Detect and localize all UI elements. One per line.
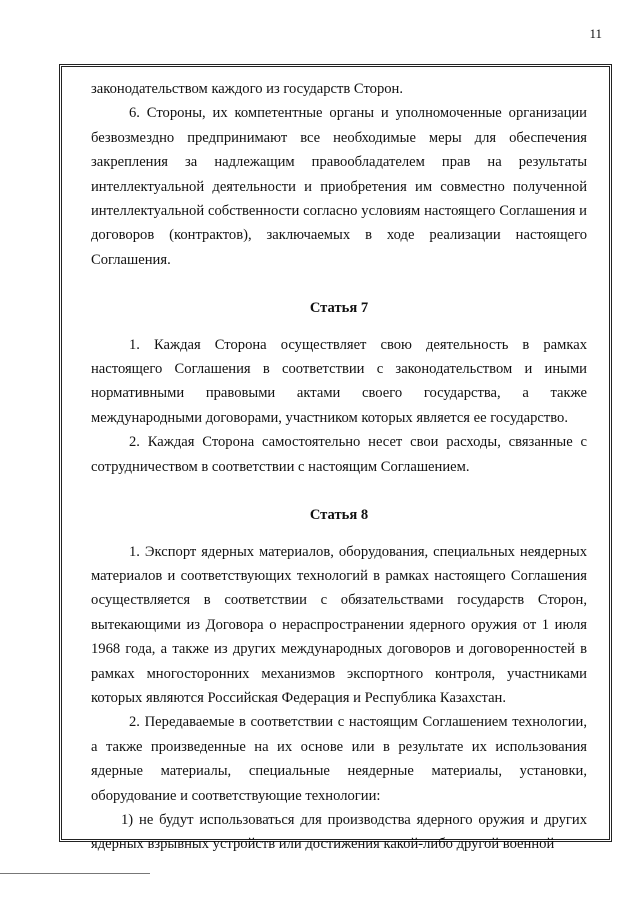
continuation-paragraph: законодательством каждого из государств Сторон.	[91, 81, 403, 97]
document-frame	[59, 64, 612, 853]
article-8-heading: Статья 8	[309, 507, 369, 524]
document-body	[91, 77, 587, 857]
article-8-clause-1: 1. Экспорт ядерных материалов, оборудования, специальных неядерных материалов и соответствующих технологий в рамках настоящего Соглашения осуществляется в соответствии с обязательствами государств Сторон, вытекающими из Договора о нераспространении ядерного оружия от 1 июля 1968 года, а также из других международных договоров и договоренностей в рамках многосторонних механизмов экспортного контроля, участниками которых являются Российская Федерация и Республика Казахстан.	[91, 543, 587, 706]
article-7-clause-2: 2. Каждая Сторона самостоятельно несет свои расходы, связанные с сотрудничеством в соответствии с настоящим Соглашением.	[91, 434, 587, 475]
article-7-heading: Статья 7	[309, 300, 369, 317]
article-8-clause-2: 2. Передаваемые в соответствии с настоящим Соглашением технологии, а также произведенные на их основе или в результате их использования ядерные материалы, специальные неядерные материалы, установки, оборудование и соответствующие технологии:	[91, 714, 587, 804]
article-8-subclause-1: 1) не будут использоваться для производства ядерного оружия и других ядерных взрывных устройств или достижения какой-либо другой военной	[91, 811, 587, 853]
footnote-divider	[0, 873, 150, 874]
article-7-clause-1: 1. Каждая Сторона осуществляет свою деятельность в рамках настоящего Соглашения в соответствии с законодательством и иными нормативными правовыми актами своего государства, а также международными договорами, участником которых является ее государство.	[91, 336, 587, 426]
page-number: 11	[589, 26, 602, 41]
clause-6-paragraph: 6. Стороны, их компетентные органы и уполномоченные организации безвозмездно предпринимают все необходимые меры для обеспечения закрепления за надлежащим правообладателем прав на результаты интеллектуальной деятельности и приобретения им совместно полученной интеллектуальной собственности согласно условиям настоящего Соглашения и договоров (контрактов), заключаемых в ходе реализации настоящего Соглашения.	[91, 105, 587, 268]
